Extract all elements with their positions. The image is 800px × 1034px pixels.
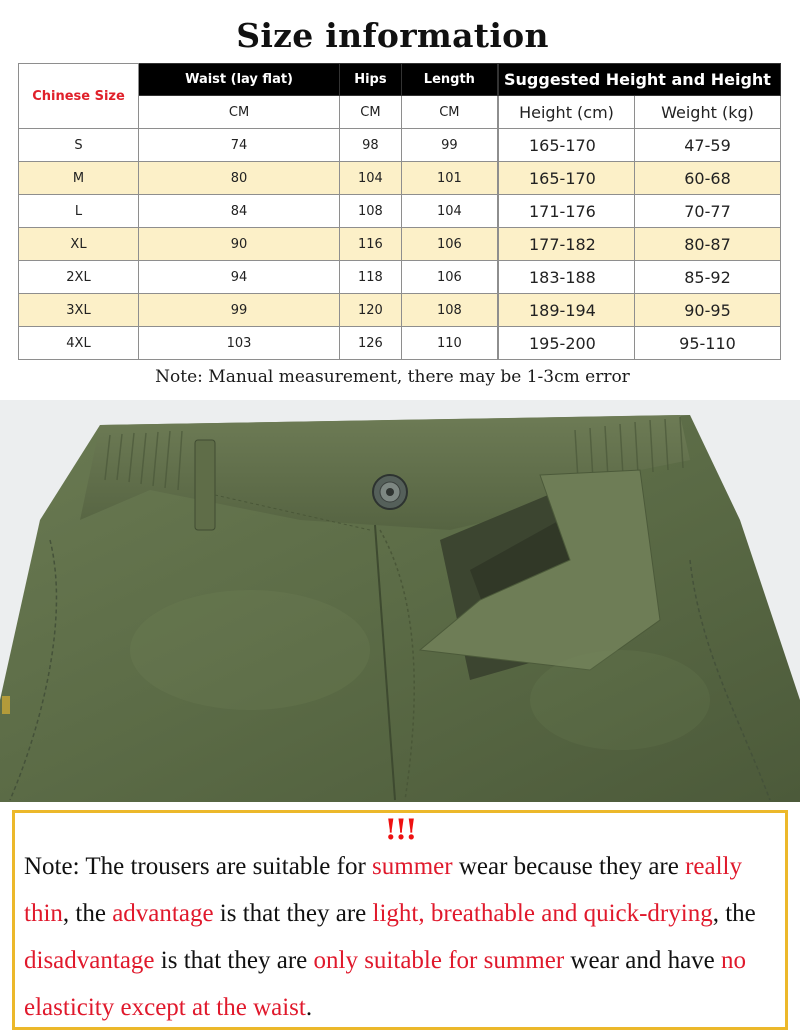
suggest-row <box>499 261 781 294</box>
height-cell: 195-200 <box>499 327 635 360</box>
header-length: Length <box>401 64 497 96</box>
waist-cell: 94 <box>139 261 340 294</box>
weight-cell: 60-68 <box>635 162 781 195</box>
waist-cell: 99 <box>139 294 340 327</box>
note-text: wear because they are <box>452 853 686 880</box>
height-cell: 165-170 <box>499 162 635 195</box>
suggest-row <box>499 162 781 195</box>
weight-cell: 70-77 <box>635 195 781 228</box>
size-row <box>19 195 498 228</box>
note-text: , the <box>62 900 113 927</box>
header-waist: Waist (lay flat) <box>139 64 340 96</box>
size-row <box>19 129 498 162</box>
weight-cell: 95-110 <box>635 327 781 360</box>
unit-waist: CM <box>139 96 340 129</box>
unit-hips: CM <box>340 96 402 129</box>
suggest-row <box>499 129 781 162</box>
warning-note-box <box>12 810 788 1030</box>
suggest-row <box>499 327 781 360</box>
unit-length: CM <box>401 96 497 129</box>
waist-cell: 84 <box>139 195 340 228</box>
hips-cell: 98 <box>340 129 402 162</box>
length-cell: 99 <box>401 129 497 162</box>
height-cell: 183-188 <box>499 261 635 294</box>
waist-cell: 103 <box>139 327 340 360</box>
size-cell: XL <box>19 228 139 261</box>
warning-text <box>24 843 784 1031</box>
hips-cell: 126 <box>340 327 402 360</box>
size-row <box>19 294 498 327</box>
highlight-text: disadvantage <box>24 947 155 974</box>
highlight-text: advantage <box>112 900 214 927</box>
size-row <box>19 162 498 195</box>
suggested-size-table <box>498 63 781 360</box>
size-cell: L <box>19 195 139 228</box>
hips-cell: 116 <box>340 228 402 261</box>
weight-cell: 80-87 <box>635 228 781 261</box>
note-text: is that they are <box>154 947 314 974</box>
length-cell: 106 <box>401 261 497 294</box>
waist-cell: 80 <box>139 162 340 195</box>
length-cell: 110 <box>401 327 497 360</box>
size-row <box>19 327 498 360</box>
product-photo <box>0 400 800 802</box>
hips-cell: 118 <box>340 261 402 294</box>
length-cell: 104 <box>401 195 497 228</box>
weight-cell: 47-59 <box>635 129 781 162</box>
size-row <box>19 228 498 261</box>
highlight-text: really thin <box>24 853 743 927</box>
suggest-row <box>499 294 781 327</box>
highlight-text: only suitable for summer <box>313 947 565 974</box>
length-cell: 101 <box>401 162 497 195</box>
trousers-illustration <box>0 400 800 802</box>
hips-cell: 108 <box>340 195 402 228</box>
size-cell: 4XL <box>19 327 139 360</box>
highlight-text: summer <box>372 853 453 880</box>
chinese-size-header: Chinese Size <box>19 64 139 129</box>
page-title: Size information <box>236 16 549 55</box>
waist-cell: 74 <box>139 129 340 162</box>
height-cell: 177-182 <box>499 228 635 261</box>
height-cell: 171-176 <box>499 195 635 228</box>
note-text: . <box>305 994 313 1021</box>
weight-cell: 85-92 <box>635 261 781 294</box>
size-cell: 2XL <box>19 261 139 294</box>
suggested-header: Suggested Height and Height <box>499 64 781 96</box>
size-row <box>19 261 498 294</box>
waist-cell: 90 <box>139 228 340 261</box>
suggest-row <box>499 195 781 228</box>
subheader-height: Height (cm) <box>499 96 635 129</box>
length-cell: 108 <box>401 294 497 327</box>
note-text: wear and have <box>564 947 722 974</box>
highlight-text: light, breathable and quick-drying <box>372 900 713 927</box>
highlight-text: no elasticity except at the waist <box>24 947 747 1021</box>
weight-cell: 90-95 <box>635 294 781 327</box>
size-cell: S <box>19 129 139 162</box>
height-cell: 189-194 <box>499 294 635 327</box>
measurement-note: Note: Manual measurement, there may be 1-3cm error <box>155 367 630 387</box>
note-text: , the <box>712 900 756 927</box>
suggest-row <box>499 228 781 261</box>
height-cell: 165-170 <box>499 129 635 162</box>
header-hips: Hips <box>340 64 402 96</box>
size-cell: M <box>19 162 139 195</box>
exclamation-marks: !!! <box>384 813 416 846</box>
size-table <box>18 63 498 360</box>
size-cell: 3XL <box>19 294 139 327</box>
length-cell: 106 <box>401 228 497 261</box>
hips-cell: 104 <box>340 162 402 195</box>
subheader-weight: Weight (kg) <box>635 96 781 129</box>
note-text: is that they are <box>213 900 373 927</box>
note-text: Note: The trousers are suitable for <box>24 853 373 880</box>
hips-cell: 120 <box>340 294 402 327</box>
